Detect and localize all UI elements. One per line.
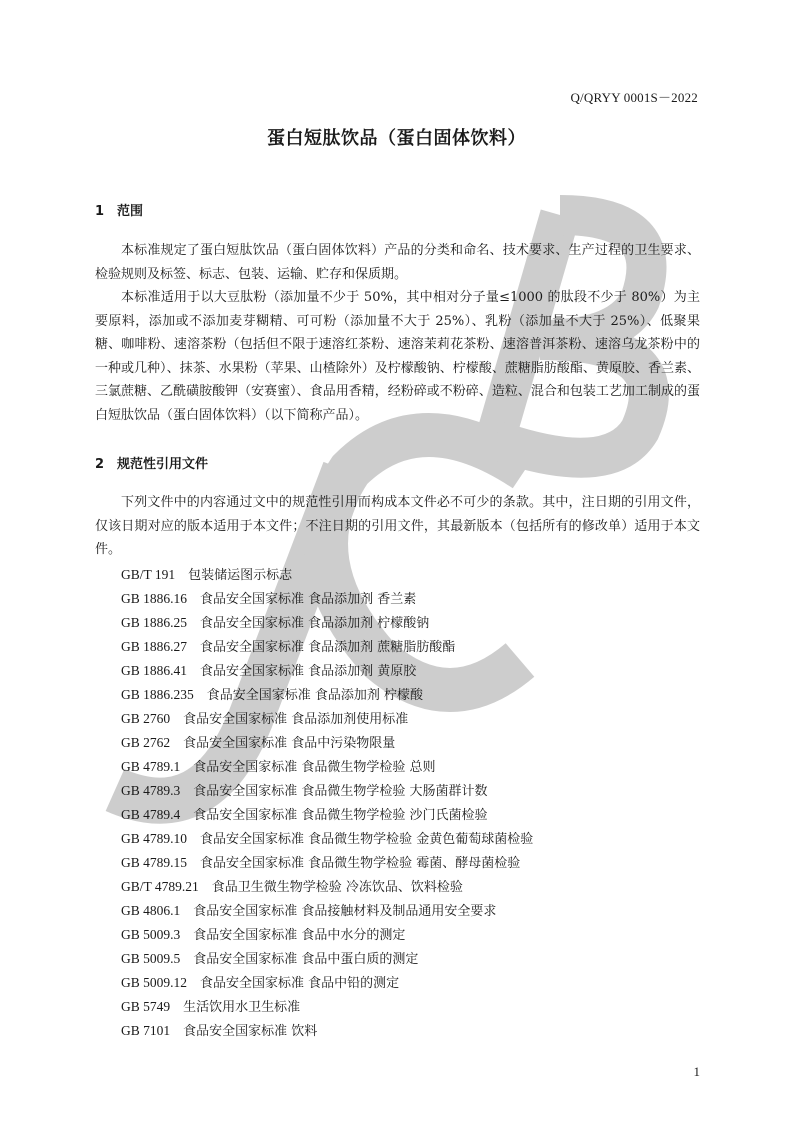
reference-name: 食品安全国家标准 食品添加剂 柠檬酸钠	[200, 616, 430, 631]
reference-code: GB 1886.16	[121, 591, 188, 606]
reference-name: 食品安全国家标准 食品微生物学检验 总则	[193, 760, 436, 775]
reference-item	[121, 899, 533, 923]
section-title: 范围	[117, 204, 144, 219]
reference-list	[121, 563, 533, 1043]
reference-code: GB 1886.25	[121, 615, 188, 630]
reference-code: GB 2760	[121, 711, 171, 726]
reference-item	[121, 779, 533, 803]
reference-code: GB 4806.1	[121, 903, 181, 918]
reference-item	[121, 851, 533, 875]
section-2-paragraph: 下列文件中的内容通过文中的规范性引用而构成本文件必不可少的条款。其中，注日期的引用文件，仅该日期对应的版本适用于本文件；不注日期的引用文件，其最新版本（包括所有的修改单）适用于本文件。	[95, 495, 700, 558]
section-1-heading	[95, 200, 143, 219]
section-1-paragraph: 本标准适用于以大豆肽粉（添加量不少于 50%，其中相对分子量≤1000 的肽段不少于 80%）为主要原料，添加或不添加麦芽糊精、可可粉（添加量不大于 25%）、乳粉（添加量不大于 25%）、低聚果糖、咖啡粉、速溶茶粉（包括但不限于速溶红茶粉、速溶茉莉花茶粉、速溶普洱茶粉、速溶乌龙茶粉中的一种或几种）、抹茶、水果粉（苹果、山楂除外）及柠檬酸钠、柠檬酸、蔗糖脂肪酸酯、黄原胶、香兰素、三氯蔗糖、乙酰磺胺酸钾（安赛蜜）、食品用香精，经粉碎或不粉碎、造粒、混合和包装工艺加工制成的蛋白短肽饮品（蛋白固体饮料）（以下简称产品）。	[95, 290, 700, 423]
reference-item	[121, 995, 533, 1019]
reference-code: GB 4789.1	[121, 759, 181, 774]
section-1-paragraph: 本标准规定了蛋白短肽饮品（蛋白固体饮料）产品的分类和命名、技术要求、生产过程的卫生要求、检验规则及标签、标志、包装、运输、贮存和保质期。	[95, 243, 700, 282]
reference-item	[121, 803, 533, 827]
reference-item	[121, 587, 533, 611]
reference-name: 食品安全国家标准 食品添加剂使用标准	[183, 712, 409, 727]
reference-name: 食品安全国家标准 食品添加剂 蔗糖脂肪酸酯	[200, 640, 456, 655]
reference-code: GB 7101	[121, 1023, 171, 1038]
reference-name: 食品安全国家标准 食品微生物学检验 霉菌、酵母菌检验	[200, 856, 521, 871]
reference-code: GB 5009.3	[121, 927, 181, 942]
reference-name: 食品安全国家标准 饮料	[183, 1024, 318, 1039]
section-2-heading	[95, 453, 208, 472]
reference-name: 食品安全国家标准 食品添加剂 黄原胶	[200, 664, 417, 679]
reference-item	[121, 923, 533, 947]
reference-code: GB 1886.27	[121, 639, 188, 654]
reference-name: 食品安全国家标准 食品微生物学检验 大肠菌群计数	[193, 784, 488, 799]
reference-code: GB/T 4789.21	[121, 879, 199, 894]
reference-code: GB 5749	[121, 999, 171, 1014]
reference-item	[121, 611, 533, 635]
section-title: 规范性引用文件	[117, 457, 209, 472]
reference-name: 食品安全国家标准 食品接触材料及制品通用安全要求	[193, 904, 497, 919]
reference-item	[121, 731, 533, 755]
reference-code: GB 1886.41	[121, 663, 188, 678]
reference-name: 生活饮用水卫生标准	[183, 1000, 301, 1015]
reference-code: GB 1886.235	[121, 687, 194, 702]
reference-name: 食品安全国家标准 食品中铅的测定	[200, 976, 400, 991]
reference-code: GB 2762	[121, 735, 171, 750]
reference-code: GB 4789.10	[121, 831, 188, 846]
reference-code: GB 5009.5	[121, 951, 181, 966]
reference-name: 食品安全国家标准 食品微生物学检验 沙门氏菌检验	[193, 808, 488, 823]
reference-code: GB 5009.12	[121, 975, 188, 990]
reference-name: 食品卫生微生物学检验 冷冻饮品、饮料检验	[211, 880, 463, 895]
reference-item	[121, 971, 533, 995]
reference-code: GB 4789.3	[121, 783, 181, 798]
standard-code: Q/QRYY 0001S－2022	[570, 90, 698, 105]
reference-name: 食品安全国家标准 食品微生物学检验 金黄色葡萄球菌检验	[200, 832, 534, 847]
reference-name: 食品安全国家标准 食品中污染物限量	[183, 736, 396, 751]
reference-item	[121, 683, 533, 707]
reference-item	[121, 563, 533, 587]
reference-item	[121, 875, 533, 899]
reference-item	[121, 635, 533, 659]
reference-item	[121, 1019, 533, 1043]
reference-name: 食品安全国家标准 食品添加剂 香兰素	[200, 592, 417, 607]
reference-code: GB 4789.15	[121, 855, 188, 870]
reference-item	[121, 659, 533, 683]
reference-item	[121, 827, 533, 851]
reference-name: 食品安全国家标准 食品中蛋白质的测定	[193, 952, 419, 967]
reference-item	[121, 707, 533, 731]
reference-item	[121, 947, 533, 971]
reference-code: GB/T 191	[121, 567, 176, 582]
reference-name: 食品安全国家标准 食品添加剂 柠檬酸	[206, 688, 424, 703]
page-number: 1	[693, 1064, 700, 1079]
reference-name: 包装储运图示标志	[188, 568, 293, 583]
reference-item	[121, 755, 533, 779]
reference-code: GB 4789.4	[121, 807, 181, 822]
reference-name: 食品安全国家标准 食品中水分的测定	[193, 928, 406, 943]
document-title: 蛋白短肽饮品（蛋白固体饮料）	[267, 128, 526, 149]
section-number: 2	[95, 457, 105, 472]
section-number: 1	[95, 204, 105, 219]
